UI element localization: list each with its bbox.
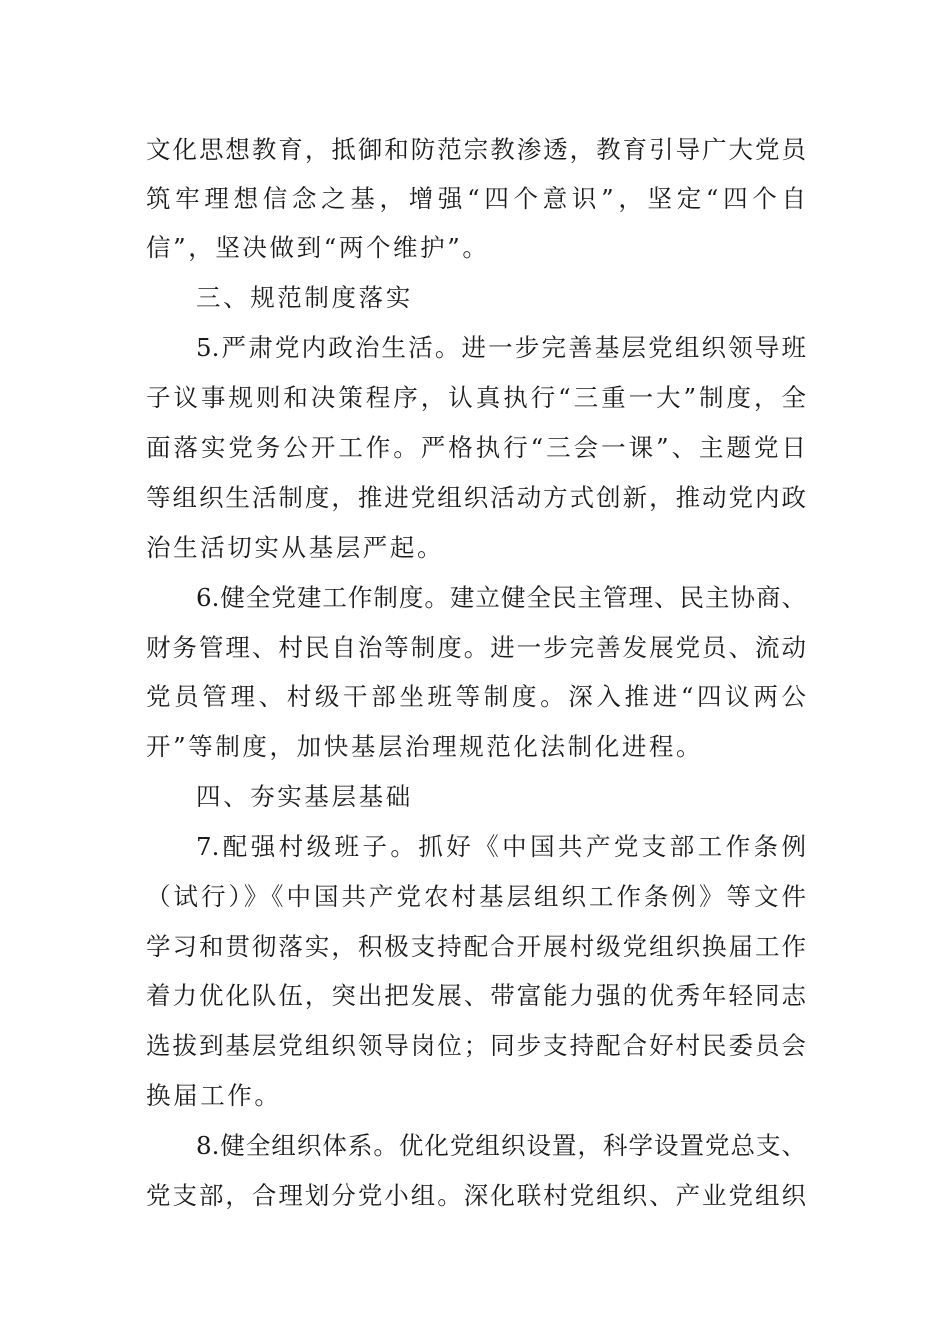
body-line: 开”等制度，加快基层治理规范化法制化进程。 [146,732,704,761]
body-line: 治生活切实从基层严起。 [146,533,445,562]
body-line: 换届工作。 [146,1081,282,1110]
body-line: 文化思想教育，抵御和防范宗教渗透，教育引导广大党员 [146,135,806,164]
section-heading-3: 三、规范制度落实 [196,283,413,312]
body-line: 子议事规则和决策程序，认真执行“三重一大”制度，全 [146,383,806,412]
body-line: （试行）》《中国共产党农村基层组织工作条例》等文件 [146,882,806,911]
body-line: 着力优化队伍，突出把发展、带富能力强的优秀年轻同志 [146,981,806,1010]
body-line: 选拔到基层党组织领导岗位；同步支持配合好村民委员会 [146,1031,806,1060]
body-line: 财务管理、村民自治等制度。进一步完善发展党员、流动 [146,633,806,662]
body-line: 信”，坚决做到“两个维护”。 [146,233,490,262]
body-line: 筑牢理想信念之基，增强“四个意识”，坚定“四个自 [146,184,806,213]
body-line: 等组织生活制度，推进党组织活动方式创新，推动党内政 [146,483,806,512]
body-line: 8.健全组织体系。优化党组织设置，科学设置党总支、 [196,1131,806,1160]
body-line: 党支部，合理划分党小组。深化联村党组织、产业党组织 [146,1181,806,1210]
section-heading-4: 四、夯实基层基础 [196,782,413,811]
body-line: 7.配强村级班子。抓好《中国共产党支部工作条例 [196,832,806,861]
body-line: 5.严肃党内政治生活。进一步完善基层党组织领导班 [196,333,806,362]
body-line: 6.健全党建工作制度。建立健全民主管理、民主协商、 [196,583,806,612]
body-line: 面落实党务公开工作。严格执行“三会一课”、主题党日 [146,433,806,462]
body-line: 学习和贯彻落实，积极支持配合开展村级党组织换届工作 [146,932,806,961]
body-line: 党员管理、村级干部坐班等制度。深入推进“四议两公 [146,682,806,711]
